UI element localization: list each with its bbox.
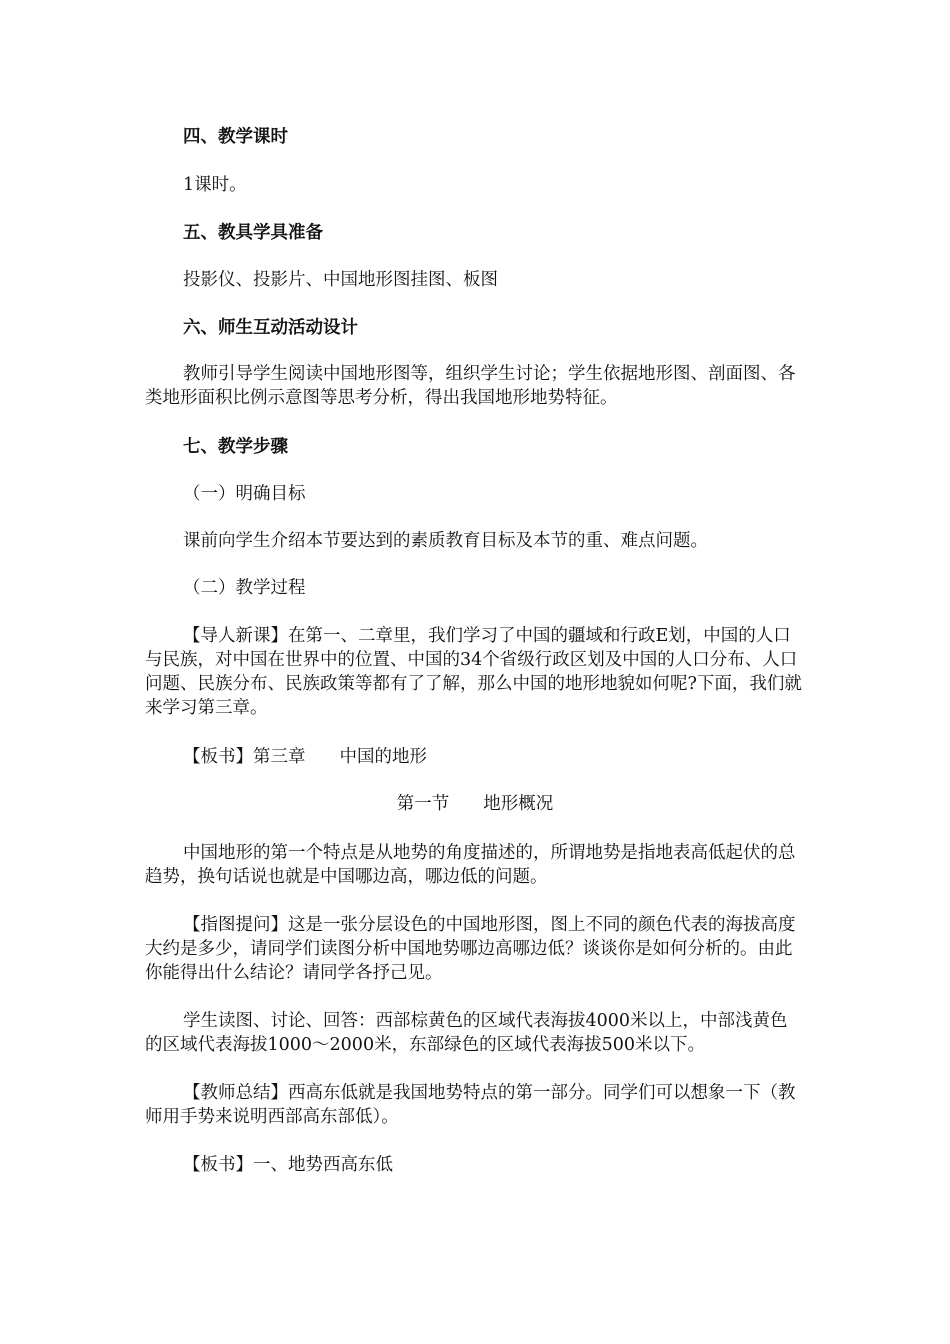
section-7-subheading-1: （一）明确目标 xyxy=(183,484,306,504)
section-4-heading: 四、教学课时 xyxy=(183,127,288,147)
section-5-body: 投影仪、投影片、中国地形图挂图、板图 xyxy=(183,270,498,290)
question-paragraph: 【指图提问】这是一张分层设色的中国地形图，图上不同的颜色代表的海拔高度大约是多少，请同学们读图分析中国地势哪边高哪边低？谈谈你是如何分析的。由此你能得出什么结论？请同学各抒己见。 xyxy=(145,915,796,983)
board-line-2: 【板书】一、地势西高东低 xyxy=(183,1155,393,1175)
board-prefix: 【板书】第三章 xyxy=(183,747,306,767)
section-6-heading: 六、师生互动活动设计 xyxy=(183,318,358,338)
section-7-sub1-body: 课前向学生介绍本节要达到的素质教育目标及本节的重、难点问题。 xyxy=(183,531,708,551)
section-7-subheading-2: （二）教学过程 xyxy=(183,578,306,598)
summary-paragraph: 【教师总结】西高东低就是我国地势特点的第一部分。同学们可以想象一下（教师用手势来说明西部高东部低）。 xyxy=(145,1083,796,1127)
section-5-heading: 五、教具学具准备 xyxy=(183,223,323,243)
section-7-heading: 七、教学步骤 xyxy=(183,437,288,457)
section-title: 地形概况 xyxy=(483,794,554,814)
section-title-line xyxy=(145,792,805,816)
feature-paragraph: 中国地形的第一个特点是从地势的角度描述的，所谓地势是指地表高低起伏的总趋势，换句话说也就是中国哪边高，哪边低的问题。 xyxy=(145,843,796,887)
chapter-title: 中国的地形 xyxy=(339,747,427,767)
section-4-body: 1课时。 xyxy=(183,175,247,195)
answer-paragraph: 学生读图、讨论、回答：西部棕黄色的区域代表海拔4000米以上，中部浅黄色的区域代表海拔1000～2000米，东部绿色的区域代表海拔500米以下。 xyxy=(145,1011,788,1055)
section-6-body: 教师引导学生阅读中国地形图等，组织学生讨论；学生依据地形图、剖面图、各类地形面积比例示意图等思考分析，得出我国地形地势特征。 xyxy=(145,364,796,408)
section-number: 第一节 xyxy=(396,794,450,814)
intro-paragraph: 【导人新课】在第一、二章里，我们学习了中国的疆域和行政E划，中国的人口与民族，对中国在世界中的位置、中国的34个省级行政区划及中国的人口分布、人口问题、民族分布、民族政策等都有了了解，那么中国的地形地貌如何呢?下面，我们就来学习第三章。 xyxy=(145,626,802,718)
board-chapter-line xyxy=(183,745,843,769)
